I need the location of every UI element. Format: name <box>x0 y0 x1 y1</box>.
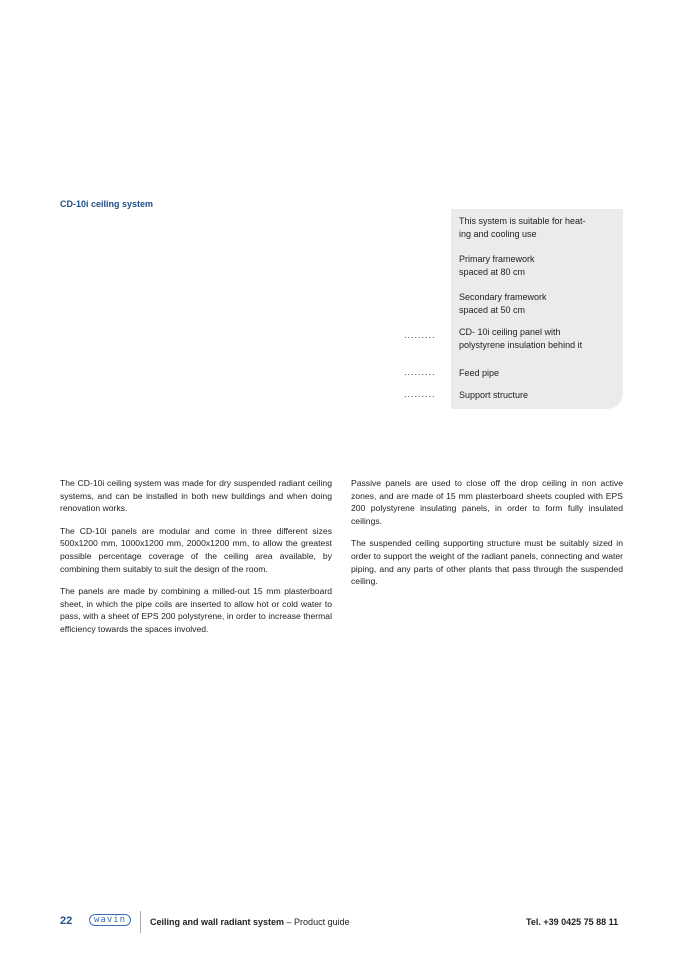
callout-intro: This system is suitable for heat- ing and cooling use <box>459 216 586 239</box>
guide-title: Ceiling and wall radiant system – Product guide <box>150 917 350 927</box>
page-number: 22 <box>60 915 73 927</box>
section-title: CD-10i ceiling system <box>60 199 154 209</box>
paragraph: The CD-10i panels are modular and come in three different sizes 500x1200 mm, 1000x1200 mm, 2000x1200 mm, to allow the greatest possible percentage coverage of the ceiling area available, by combining them suitably to suit the design of the room. <box>60 525 332 574</box>
paragraph: The panels are made by combining a milled-out 15 mm plasterboard sheet, in which the pipe coils are inserted to allow hot or cold water to pass, with a sheet of EPS 200 polystyrene, in order to increase thermal efficiency towards the spaces involved. <box>60 586 332 634</box>
callout-support-structure: Support structure <box>459 390 529 400</box>
wavin-logo: wavin <box>89 914 131 926</box>
phone-number: Tel. +39 0425 75 88 11 <box>526 917 619 927</box>
callout-feed-pipe: Feed pipe <box>459 368 500 378</box>
right-column <box>351 477 623 598</box>
leader-line: ......... <box>404 389 436 399</box>
callout-secondary-framework: Secondary framework spaced at 50 cm <box>459 292 547 315</box>
paragraph: The CD-10i ceiling system was made for dry suspended radiant ceiling systems, and can be installed in both new buildings and when doing renovation works. <box>60 478 332 514</box>
leader-line: ......... <box>404 367 436 377</box>
paragraph: The suspended ceiling supporting structure must be suitably sized in order to support the weight of the radiant panels, connecting and water piping, and any parts of other plants that pass through the suspended ceiling. <box>351 538 623 587</box>
left-column <box>60 477 332 646</box>
leader-line: ......... <box>404 330 436 340</box>
callout-primary-framework: Primary framework spaced at 80 cm <box>459 254 535 277</box>
footer-divider <box>140 911 141 933</box>
callout-panel: CD- 10i ceiling panel with polystyrene insulation behind it <box>459 327 583 350</box>
paragraph: Passive panels are used to close off the drop ceiling in non active zones, and are made of 15 mm plasterboard sheets coupled with EPS 200 polystyrene insulating panels, in order to form fully insulated ceilings. <box>351 478 623 526</box>
